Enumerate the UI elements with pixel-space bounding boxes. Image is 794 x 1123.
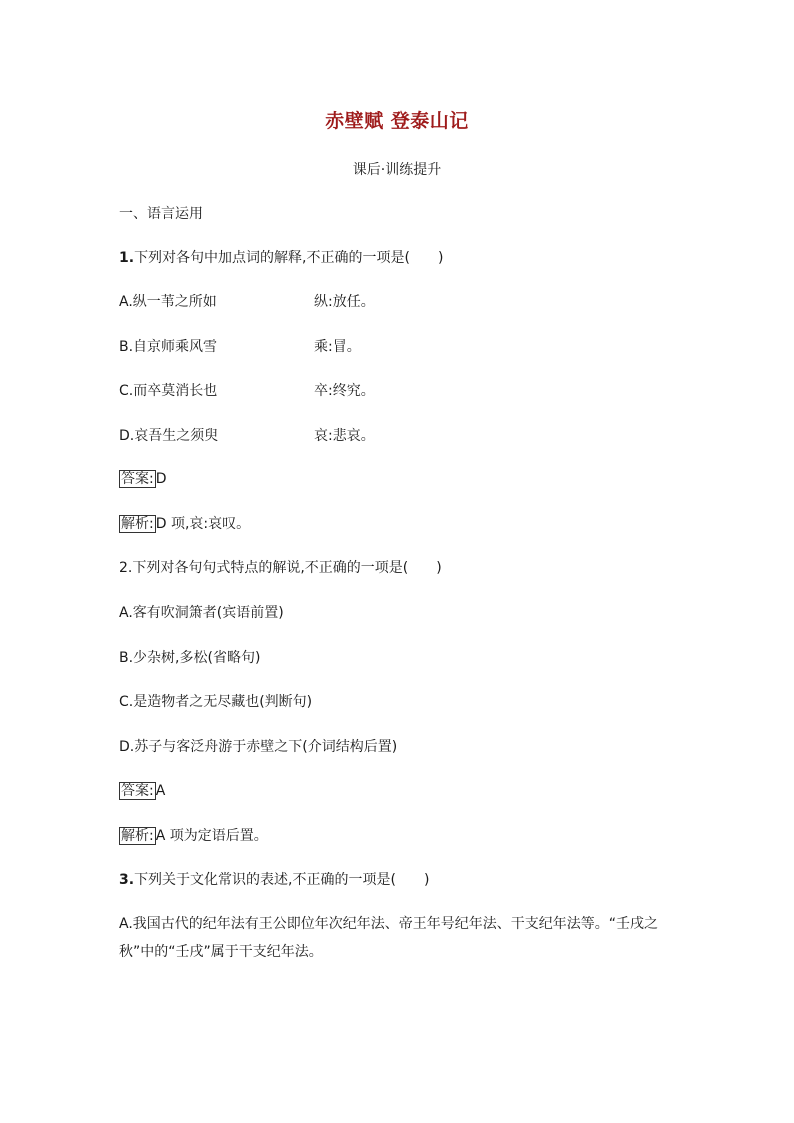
question-2-stem bbox=[119, 559, 442, 577]
q1-option-b-gloss: 乘:冒。 bbox=[314, 339, 361, 355]
analysis-text: A 项为定语后置。 bbox=[155, 828, 268, 844]
analysis-label: 解析: bbox=[121, 828, 154, 844]
q2-analysis bbox=[119, 827, 268, 845]
question-number: 2. bbox=[119, 560, 133, 576]
answer-label: 答案: bbox=[121, 783, 154, 799]
question-3-stem bbox=[119, 871, 429, 889]
q1-analysis bbox=[119, 515, 250, 533]
section-heading: 一、语言运用 bbox=[119, 206, 203, 222]
q2-option-a: A.客有吹洞箫者(宾语前置) bbox=[119, 605, 284, 621]
q1-option-d: D.哀吾生之须臾 bbox=[119, 428, 219, 444]
q3-option-a: A.我国古代的纪年法有王公即位年次纪年法、帝王年号纪年法、干支纪年法等。“壬戌之秋”中的“壬戌”属于干支纪年法。 bbox=[119, 916, 659, 960]
question-text: 下列对各句句式特点的解说,不正确的一项是( ) bbox=[132, 560, 442, 576]
answer-value: A bbox=[155, 783, 166, 799]
question-text: 下列关于文化常识的表述,不正确的一项是( ) bbox=[134, 872, 430, 888]
q2-option-d: D.苏子与客泛舟游于赤壁之下(介词结构后置) bbox=[119, 739, 398, 755]
answer-value: D bbox=[155, 471, 167, 487]
question-number: 3. bbox=[119, 872, 135, 888]
q1-answer bbox=[119, 470, 167, 488]
q2-option-c: C.是造物者之无尽藏也(判断句) bbox=[119, 694, 313, 710]
analysis-text: D 项,哀:哀叹。 bbox=[155, 516, 251, 532]
q2-option-b: B.少杂树,多松(省略句) bbox=[119, 650, 261, 666]
q1-option-b: B.自京师乘风雪 bbox=[119, 339, 218, 355]
q1-option-c-gloss: 卒:终究。 bbox=[314, 383, 375, 399]
page-subtitle bbox=[0, 159, 794, 179]
q1-option-d-gloss: 哀:悲哀。 bbox=[314, 428, 375, 444]
subtitle-text: 课后·训练提升 bbox=[352, 162, 442, 178]
page-title: 赤壁赋 登泰山记 bbox=[325, 110, 469, 132]
q1-option-a: A.纵一苇之所如 bbox=[119, 294, 217, 310]
analysis-label: 解析: bbox=[121, 516, 154, 532]
answer-label: 答案: bbox=[121, 471, 154, 487]
question-number: 1. bbox=[119, 250, 135, 266]
q1-option-c: C.而卒莫消长也 bbox=[119, 383, 218, 399]
question-1-stem bbox=[119, 249, 443, 267]
q1-option-a-gloss: 纵:放任。 bbox=[314, 294, 375, 310]
q2-answer bbox=[119, 782, 165, 800]
question-text: 下列对各句中加点词的解释,不正确的一项是( ) bbox=[134, 250, 444, 266]
